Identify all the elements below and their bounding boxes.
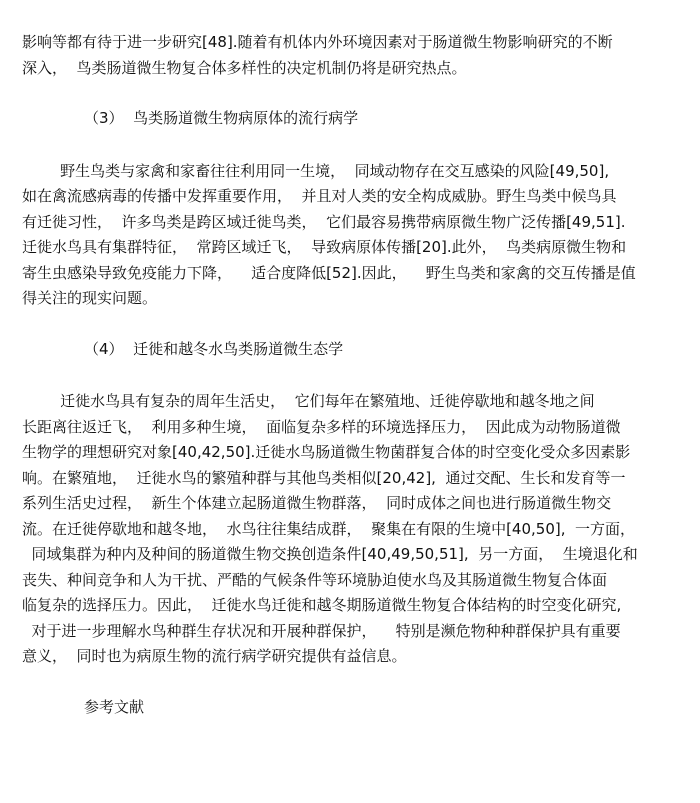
references-heading: 参考文献 xyxy=(84,697,145,716)
text-line: 临复杂的选择压力。因此， 迁徙水鸟迁徙和越冬期肠道微生物复合体结构的时空变化研究, xyxy=(22,596,622,614)
text-line: 系列生活史过程， 新生个体建立起肠道微生物群落， 同时成体之间也进行肠道微生物交 xyxy=(22,494,612,512)
section-heading-4: （4） 迁徙和越冬水鸟类肠道微生态学 xyxy=(84,339,344,358)
intro-paragraph xyxy=(22,30,670,81)
text-line: 流。在迁徙停歇地和越冬地， 水鸟往往集结成群， 聚集在有限的生境中[40,50], 一方面， xyxy=(22,519,636,538)
text-line: 响。在繁殖地， 迁徙水鸟的繁殖种群与其他鸟类相似[20,42], 通过交配、生长和发育等一 xyxy=(22,468,626,487)
text-line: 同域集群为种内及种间的肠道微生物交换创造条件[40,49,50,51], 另一方面， 生境退化和 xyxy=(22,545,638,563)
text-line: 得关注的现实问题。 xyxy=(22,289,158,307)
text-line: 寄生虫感染导致免疫能力下降， 适合度降低[52].因此， 野生鸟类和家禽的交互传播是值 xyxy=(22,263,636,282)
text-line: 有迁徙习性， 许多鸟类是跨区域迁徙鸟类， 它们最容易携带病原微生物广泛传播[49,51]. xyxy=(22,212,626,231)
text-line: 迁徙水鸟具有复杂的周年生活史， 它们每年在繁殖地、迁徙停歇地和越冬地之间 xyxy=(22,392,595,410)
text-line: 丧失、种间竞争和人为干扰、严酷的气候条件等环境胁迫使水鸟及其肠道微生物复合体面 xyxy=(22,570,608,589)
text-line: 野生鸟类与家禽和家畜往往利用同一生境， 同域动物存在交互感染的风险[49,50], xyxy=(22,161,610,180)
text-line: 迁徙水鸟具有集群特征， 常跨区域迁飞， 导致病原体传播[20].此外， 鸟类病原微生物和 xyxy=(22,238,627,256)
text-line: 深入， 鸟类肠道微生物复合体多样性的决定机制仍将是研究热点。 xyxy=(22,58,467,77)
document-body xyxy=(22,30,670,720)
text-line: 意义， 同时也为病原生物的流行病学研究提供有益信息。 xyxy=(22,647,407,665)
text-line: 如在禽流感病毒的传播中发挥重要作用， 并且对人类的安全构成威胁。野生鸟类中候鸟具 xyxy=(22,187,617,205)
section-4-paragraph xyxy=(22,389,670,670)
text-line: 影响等都有待于进一步研究[48].随着有机体内外环境因素对于肠道微生物影响研究的不断 xyxy=(22,33,613,51)
text-line: 生物学的理想研究对象[40,42,50].迁徙水鸟肠道微生物菌群复合体的时空变化受众多因素影 xyxy=(22,443,631,461)
section-3-paragraph xyxy=(22,159,670,312)
section-heading-3: （3） 鸟类肠道微生物病原体的流行病学 xyxy=(84,109,359,127)
text-line: 长距离往返迁飞， 利用多种生境， 面临复杂多样的环境选择压力， 因此成为动物肠道微 xyxy=(22,417,621,436)
text-line: 对于进一步理解水鸟种群生存状况和开展种群保护， 特别是濒危物种种群保护具有重要 xyxy=(22,621,621,640)
